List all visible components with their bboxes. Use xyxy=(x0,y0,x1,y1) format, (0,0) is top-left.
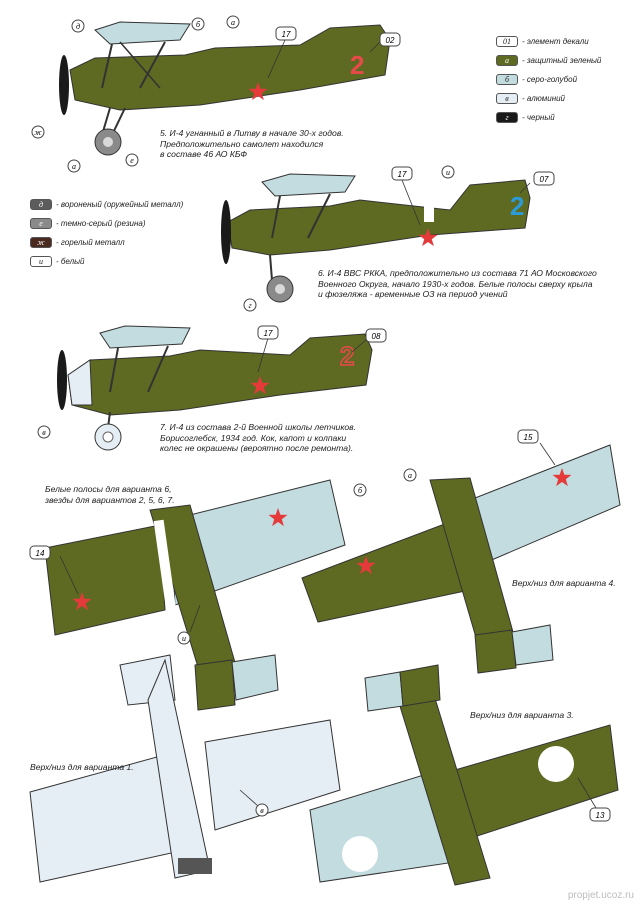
svg-text:б: б xyxy=(357,486,363,495)
callout-15: 15 xyxy=(523,433,533,442)
legend-label: - алюминий xyxy=(522,93,566,103)
aircraft-number-v5: 2 xyxy=(350,50,365,80)
legend-swatch: в xyxy=(496,93,518,104)
caption-variant-4: Верх/низ для варианта 4. xyxy=(512,578,616,588)
legend-item-gunmetal xyxy=(30,197,183,211)
caption-variant-1: Верх/низ для варианта 1. xyxy=(30,762,134,772)
legend-item-box xyxy=(496,34,589,48)
callout-17c: 17 xyxy=(263,329,273,338)
legend-label: - защитный зеленый xyxy=(522,55,602,65)
svg-text:в: в xyxy=(260,806,264,815)
callout-17a: 17 xyxy=(281,30,291,39)
legend-item-green xyxy=(496,53,601,67)
legend-swatch: г xyxy=(496,112,518,123)
svg-text:е: е xyxy=(130,156,134,165)
legend-label: - горелый металл xyxy=(56,237,125,247)
legend-item-grey_blue xyxy=(496,72,577,86)
caption-variant-5: 5. И-4 угнанный в Литву в начале 30-х годов. Предположительно самолет находился в составе 46 АО КБФ xyxy=(160,128,344,159)
legend-label: - темно-серый (резина) xyxy=(56,218,146,228)
legend-label: - белый xyxy=(56,256,85,266)
aircraft-number-v7: 2 xyxy=(340,341,355,371)
svg-text:г: г xyxy=(248,301,252,310)
legend-swatch: ж xyxy=(30,237,52,248)
svg-text:д: д xyxy=(75,22,81,31)
svg-text:б: б xyxy=(195,20,201,29)
svg-text:а: а xyxy=(231,18,235,27)
legend-label: - элемент декали xyxy=(522,36,589,46)
svg-text:а: а xyxy=(72,162,76,171)
legend-label: - серо-голубой xyxy=(522,74,578,84)
legend-label: - черный xyxy=(522,112,555,122)
watermark: propjet.ucoz.ru xyxy=(567,890,634,901)
legend-label: - вороненый (оружейный металл) xyxy=(56,199,184,209)
svg-text:и: и xyxy=(182,634,186,643)
callout-14: 14 xyxy=(35,549,45,558)
callout-02: 02 xyxy=(385,36,395,45)
legend-swatch: 01 xyxy=(496,36,518,47)
legend-item-burnt xyxy=(30,235,125,249)
aircraft-number-v6: 2 xyxy=(510,191,525,221)
svg-text:ж: ж xyxy=(34,128,42,137)
legend-swatch: б xyxy=(496,74,518,85)
legend-item-dark_grey xyxy=(30,216,146,230)
plan-view-v6 xyxy=(45,480,345,710)
caption-variant-7: 7. И-4 из состава 2-й Военной школы летчиков. Борисоглебск, 1934 год. Кок, капот и колпаки колес не окрашены (вероятно после ремонта). xyxy=(160,422,357,453)
caption-stripes-stars: Белые полосы для варианта 6, звезды для вариантов 2, 5, 6, 7. xyxy=(45,484,175,505)
svg-text:и: и xyxy=(446,168,450,177)
svg-text:в: в xyxy=(42,428,46,437)
callout-13: 13 xyxy=(595,811,605,820)
plan-view-v3 xyxy=(310,665,618,885)
callout-08: 08 xyxy=(371,332,381,341)
legend-swatch: д xyxy=(30,199,52,210)
caption-variant-3: Верх/низ для варианта 3. xyxy=(470,710,574,720)
legend-item-black xyxy=(496,110,555,124)
svg-text:а: а xyxy=(408,471,412,480)
legend-swatch: а xyxy=(496,55,518,66)
legend-swatch: е xyxy=(30,218,52,229)
plan-view-v4 xyxy=(302,445,620,673)
legend-item-white xyxy=(30,254,84,268)
legend-item-aluminium xyxy=(496,91,565,105)
callout-17b: 17 xyxy=(397,170,407,179)
callout-07: 07 xyxy=(539,175,549,184)
caption-variant-6: 6. И-4 ВВС РККА, предположительно из состава 71 АО Московского Военного Округа, начало 1930-х годов. Белые полосы сверху крыла и фюзеляжа - временные ОЗ на период учений xyxy=(318,268,597,299)
legend-swatch: и xyxy=(30,256,52,267)
